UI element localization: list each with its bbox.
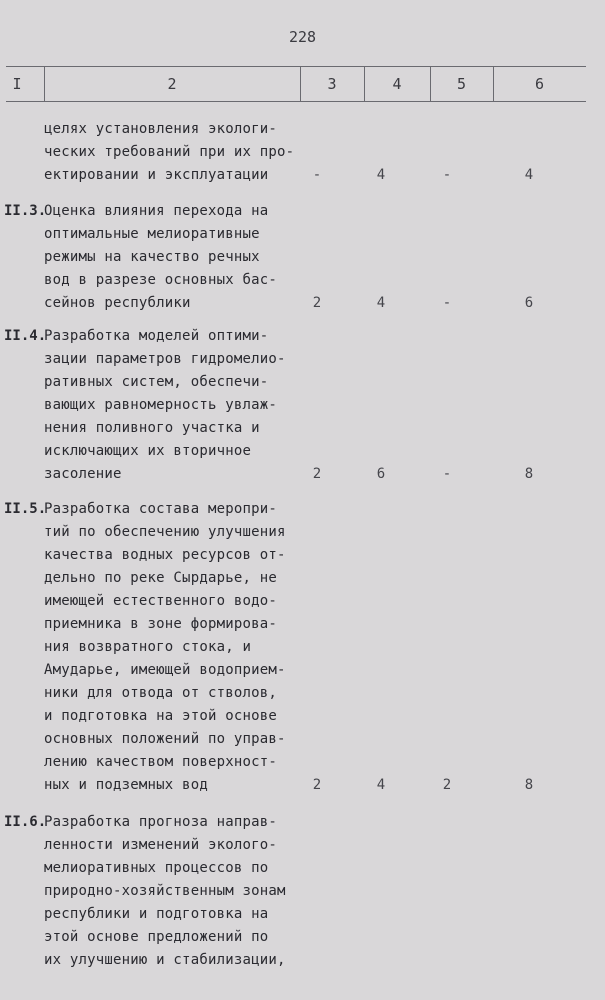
description-line: нения поливного участка и — [44, 420, 260, 436]
page-number: 228 — [288, 28, 317, 46]
item-description — [44, 325, 306, 486]
value-col-4: 4 — [376, 295, 386, 311]
column-header-4: 4 — [392, 75, 402, 93]
description-line: имеющей естественного водо- — [44, 593, 277, 609]
value-col-4: 4 — [376, 167, 386, 183]
description-line: ленности изменений эколого- — [44, 837, 277, 853]
description-line: ники для отвода от стволов, — [44, 685, 277, 701]
value-col-3: 2 — [312, 466, 322, 482]
item-number: II.3. — [4, 203, 47, 219]
header-top-rule — [6, 66, 586, 67]
description-line: мелиоративных процессов по — [44, 860, 269, 876]
value-col-4: 4 — [376, 777, 386, 793]
description-line: зации параметров гидромелио- — [44, 351, 286, 367]
column-header-5: 5 — [456, 75, 467, 93]
value-col-3: - — [312, 167, 322, 183]
description-line: исключающих их вторичное — [44, 443, 252, 459]
header-bottom-rule — [6, 101, 586, 102]
description-line: и подготовка на этой основе — [44, 708, 277, 724]
value-col-6: 4 — [524, 167, 534, 183]
value-col-5: 2 — [442, 777, 452, 793]
description-line: природно-хозяйственным зонам — [44, 883, 286, 899]
column-header-3: 3 — [327, 75, 337, 93]
description-line: засоление — [44, 466, 122, 482]
item-number: II.4. — [4, 328, 47, 344]
item-description — [44, 811, 306, 972]
description-line: целях установления экологи- — [44, 121, 277, 137]
description-line: приемника в зоне формирова- — [44, 616, 277, 632]
value-col-3: 2 — [312, 777, 322, 793]
description-line: качества водных ресурсов от- — [44, 547, 286, 563]
item-description — [44, 200, 306, 315]
value-col-6: 6 — [524, 295, 534, 311]
description-line: сейнов республики — [44, 295, 191, 311]
item-number: II.5. — [4, 501, 47, 517]
description-line: ектировании и эксплуатации — [44, 167, 269, 183]
item-number: II.6. — [4, 814, 47, 830]
description-line: вающих равномерность увлаж- — [44, 397, 277, 413]
description-line: ния возвратного стока, и — [44, 639, 252, 655]
value-col-6: 8 — [524, 777, 534, 793]
description-line: режимы на качество речных — [44, 249, 260, 265]
column-header-6: 6 — [534, 75, 545, 93]
description-line: Разработка моделей оптими- — [44, 328, 269, 344]
description-line: их улучшению и стабилизации, — [44, 952, 286, 968]
description-line: основных положений по управ- — [44, 731, 286, 747]
description-line: Разработка прогноза направ- — [44, 814, 277, 830]
table-header — [0, 66, 605, 102]
description-line: тий по обеспечению улучшения — [44, 524, 286, 540]
description-line: дельно по реке Сырдарье, не — [44, 570, 277, 586]
value-col-6: 8 — [524, 466, 534, 482]
item-description — [44, 118, 306, 187]
description-line: оптимальные мелиоративные — [44, 226, 260, 242]
description-line: ных и подземных вод — [44, 777, 208, 793]
column-header-1: I — [12, 75, 22, 93]
description-line: ративных систем, обеспечи- — [44, 374, 269, 390]
value-col-4: 6 — [376, 466, 386, 482]
description-line: лению качеством поверхност- — [44, 754, 277, 770]
description-line: Разработка состава меропри- — [44, 501, 277, 517]
description-line: Оценка влияния перехода на — [44, 203, 269, 219]
description-line: этой основе предложений по — [44, 929, 269, 945]
value-col-5: - — [442, 167, 452, 183]
description-line: вод в разрезе основных бас- — [44, 272, 277, 288]
value-col-5: - — [442, 295, 452, 311]
description-line: ческих требований при их про- — [44, 144, 295, 160]
column-header-2: 2 — [167, 75, 177, 93]
value-col-5: - — [442, 466, 452, 482]
description-line: республики и подготовка на — [44, 906, 269, 922]
description-line: Амударье, имеющей водоприем- — [44, 662, 286, 678]
item-description — [44, 498, 306, 797]
value-col-3: 2 — [312, 295, 322, 311]
